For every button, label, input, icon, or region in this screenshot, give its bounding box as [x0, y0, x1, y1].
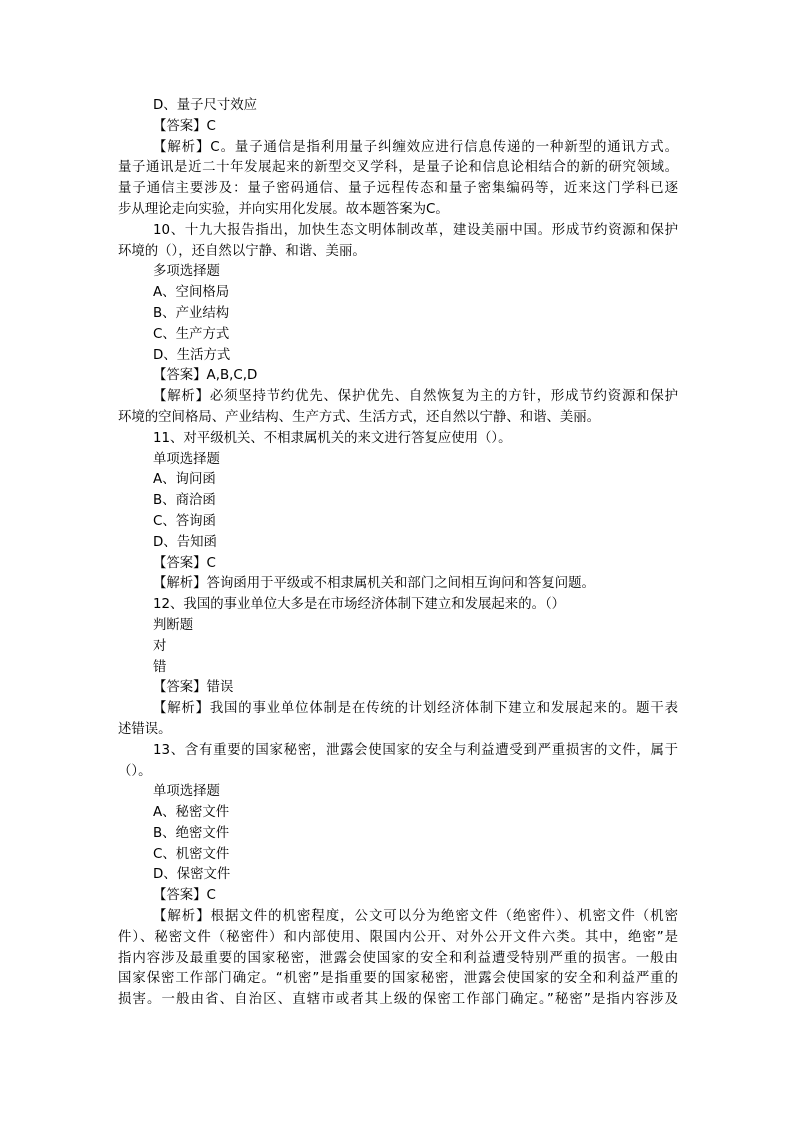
text-line: 量子通讯是近二十年发展起来的新型交叉学科，是量子论和信息论相结合的新的研究领域。 — [118, 160, 678, 176]
text-line: B、产业结构 — [153, 305, 230, 321]
text-line: A、询问函 — [153, 472, 216, 488]
text-line: A、空间格局 — [153, 285, 230, 301]
text-line: 单项选择题 — [153, 451, 220, 467]
text-line: 错 — [153, 659, 167, 675]
text-line: D、生活方式 — [153, 347, 231, 363]
document-body — [118, 96, 678, 1011]
text-lines — [118, 96, 678, 1011]
text-line: C、生产方式 — [153, 326, 230, 342]
text-line: 多项选择题 — [153, 264, 220, 280]
text-line: 【解析】答询函用于平级或不相隶属机关和部门之间相互询问和答复问题。 — [153, 576, 595, 592]
text-line: 国家保密工作部门确定。“机密”是指重要的国家秘密，泄露会使国家的安全和利益严重的 — [118, 971, 678, 987]
text-line: D、保密文件 — [153, 867, 231, 883]
text-line: 【解析】必须坚持节约优先、保护优先、自然恢复为主的方针，形成节约资源和保护 — [153, 389, 678, 405]
text-line: 【解析】根据文件的机密程度，公文可以分为绝密文件（绝密件）、机密文件（机密 — [153, 909, 678, 925]
text-line: 【答案】错误 — [153, 680, 234, 696]
text-line: （）。 — [118, 763, 152, 779]
text-line: 件）、秘密文件（秘密件）和内部使用、限国内公开、对外公开文件六类。其中，绝密”是 — [118, 929, 678, 945]
text-line: B、商洽函 — [153, 493, 216, 509]
text-line: D、量子尺寸效应 — [153, 98, 258, 113]
text-line: 【答案】C — [153, 118, 216, 134]
text-line: 10、十九大报告指出，加快生态文明体制改革，建设美丽中国。形成节约资源和保护 — [153, 222, 678, 238]
text-line: 环境的（），还自然以宁静、和谐、美丽。 — [118, 243, 366, 259]
text-line: B、绝密文件 — [153, 825, 230, 841]
text-line: 11、对平级机关、不相隶属机关的来文进行答复应使用（）。 — [153, 430, 512, 446]
text-line: 【答案】C — [153, 555, 216, 571]
text-line: 单项选择题 — [153, 784, 220, 800]
text-line: 损害。一般由省、自治区、直辖市或者其上级的保密工作部门确定。”秘密”是指内容涉及 — [118, 992, 678, 1008]
text-line: 12、我国的事业单位大多是在市场经济体制下建立和发展起来的。（） — [153, 597, 566, 613]
text-line: D、告知函 — [153, 534, 217, 550]
text-line: C、答询函 — [153, 513, 216, 529]
text-line: A、秘密文件 — [153, 805, 230, 821]
text-line: 【答案】A,B,C,D — [153, 368, 258, 384]
text-line: 述错误。 — [118, 721, 172, 737]
text-line: 对 — [153, 638, 167, 654]
text-line: 【解析】C。量子通信是指利用量子纠缠效应进行信息传递的一种新型的通讯方式。 — [153, 139, 678, 155]
text-line: 【解析】我国的事业单位体制是在传统的计划经济体制下建立和发展起来的。题干表 — [153, 701, 678, 717]
text-line: 判断题 — [153, 617, 194, 633]
text-line: 量子通信主要涉及：量子密码通信、量子远程传态和量子密集编码等，近来这门学科已逐 — [118, 181, 678, 197]
text-line: 步从理论走向实验，并向实用化发展。故本题答案为C。 — [118, 201, 449, 217]
text-line: C、机密文件 — [153, 846, 230, 862]
text-line: 环境的空间格局、产业结构、生产方式、生活方式，还自然以宁静、和谐、美丽。 — [118, 409, 601, 425]
text-line: 指内容涉及最重要的国家秘密，泄露会使国家的安全和利益遭受特别严重的损害。一般由 — [118, 950, 678, 966]
text-line: 【答案】C — [153, 888, 216, 904]
text-line: 13、含有重要的国家秘密，泄露会使国家的安全与利益遭受到严重损害的文件，属于 — [153, 742, 678, 758]
